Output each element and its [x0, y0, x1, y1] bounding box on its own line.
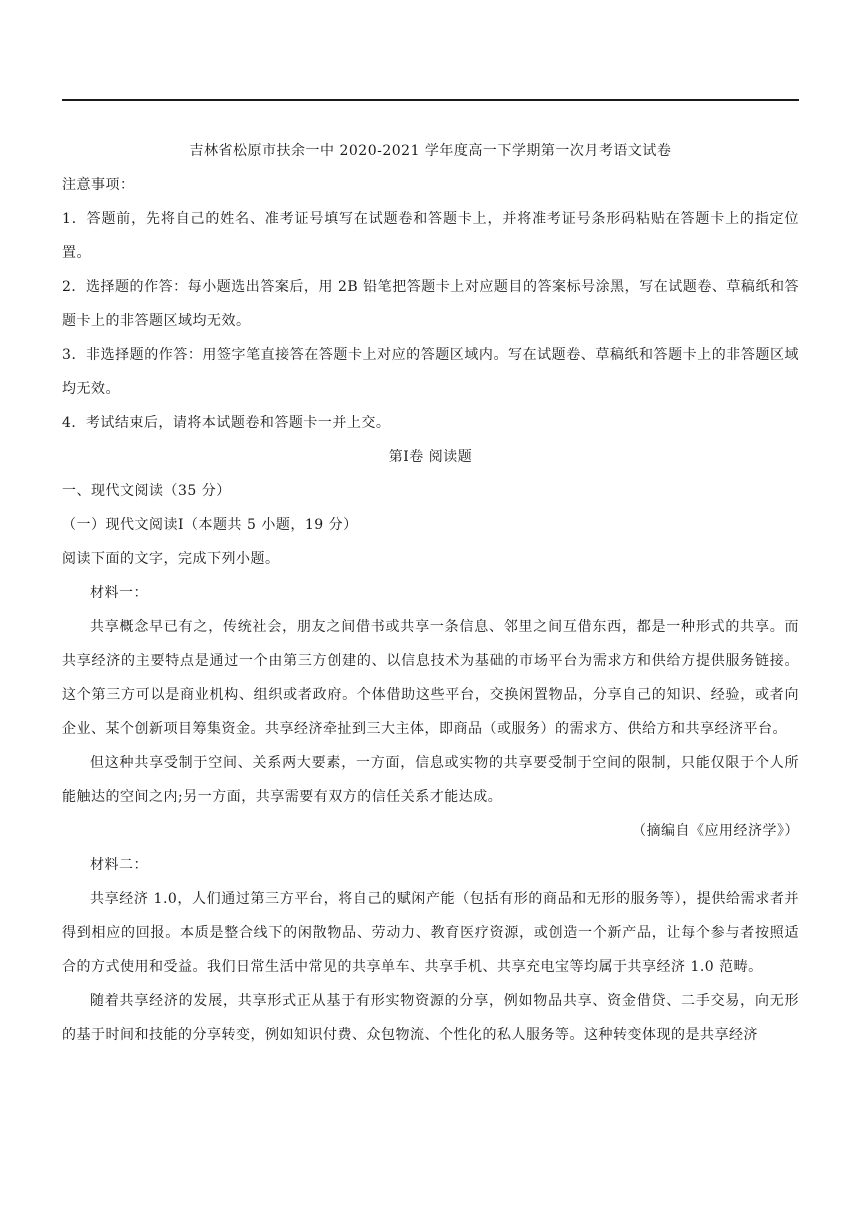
document-title: 吉林省松原市扶余一中 2020-2021 学年度高一下学期第一次月考语文试卷 [189, 143, 672, 159]
notice-item: 3．非选择题的作答：用签字笔直接答在答题卡上对应的答题区域内。写在试题卷、草稿纸和答题卡上的非答题区域均无效。 [62, 347, 799, 397]
material2-paragraph: 随着共享经济的发展，共享形式正从基于有形实物资源的分享，例如物品共享、资金借贷、二手交易，向无形的基于时间和技能的分享转变，例如知识付费、众包物流、个性化的私人服务等。这种转变体现的是共享经济 [62, 993, 799, 1043]
section-instruction: 阅读下面的文字，完成下列小题。 [62, 551, 280, 567]
material1-paragraph: 但这种共享受制于空间、关系两大要素，一方面，信息或实物的共享要受制于空间的限制，只能仅限于个人所能触达的空间之内;另一方面，共享需要有双方的信任关系才能达成。 [62, 755, 799, 805]
notice-item: 4．考试结束后，请将本试题卷和答题卡一并上交。 [62, 415, 391, 431]
notice-item: 1．答题前，先将自己的姓名、准考证号填写在试题卷和答题卡上，并将准考证号条形码粘贴在答题卡上的指定位置。 [62, 211, 799, 261]
material1-label: 材料一： [90, 585, 148, 601]
material1-source: （摘编自《应用经济学》） [632, 823, 799, 839]
material2-paragraph: 共享经济 1.0，人们通过第三方平台，将自己的赋闲产能（包括有形的商品和无形的服务等），提供给需求者并得到相应的回报。本质是整合线下的闲散物品、劳动力、教育医疗资源，或创造一个新产品，让每个参与者按照适合的方式使用和受益。我们日常生活中常见的共享单车、共享手机、共享充电宝等均属于共享经济 1.0 范畴。 [62, 891, 799, 975]
part-title: 第Ⅰ卷 阅读题 [388, 449, 473, 465]
material2-label: 材料二： [90, 857, 148, 873]
header-rule [62, 99, 799, 101]
exam-document [62, 134, 799, 1052]
section-heading: 一、现代文阅读（35 分） [62, 483, 231, 499]
notice-heading: 注意事项： [62, 177, 135, 193]
material1-paragraph: 共享概念早已有之，传统社会，朋友之间借书或共享一条信息、邻里之间互借东西，都是一种形式的共享。而共享经济的主要特点是通过一个由第三方创建的、以信息技术为基础的市场平台为需求方和供给方提供服务链接。这个第三方可以是商业机构、组织或者政府。个体借助这些平台，交换闲置物品，分享自己的知识、经验，或者向企业、某个创新项目筹集资金。共享经济牵扯到三大主体，即商品（或服务）的需求方、供给方和共享经济平台。 [62, 619, 799, 737]
notice-item: 2．选择题的作答：每小题选出答案后，用 2B 铅笔把答题卡上对应题目的答案标号涂黑，写在试题卷、草稿纸和答题卡上的非答题区域均无效。 [62, 279, 799, 329]
section-subheading: （一）现代文阅读Ⅰ（本题共 5 小题，19 分） [62, 517, 358, 533]
